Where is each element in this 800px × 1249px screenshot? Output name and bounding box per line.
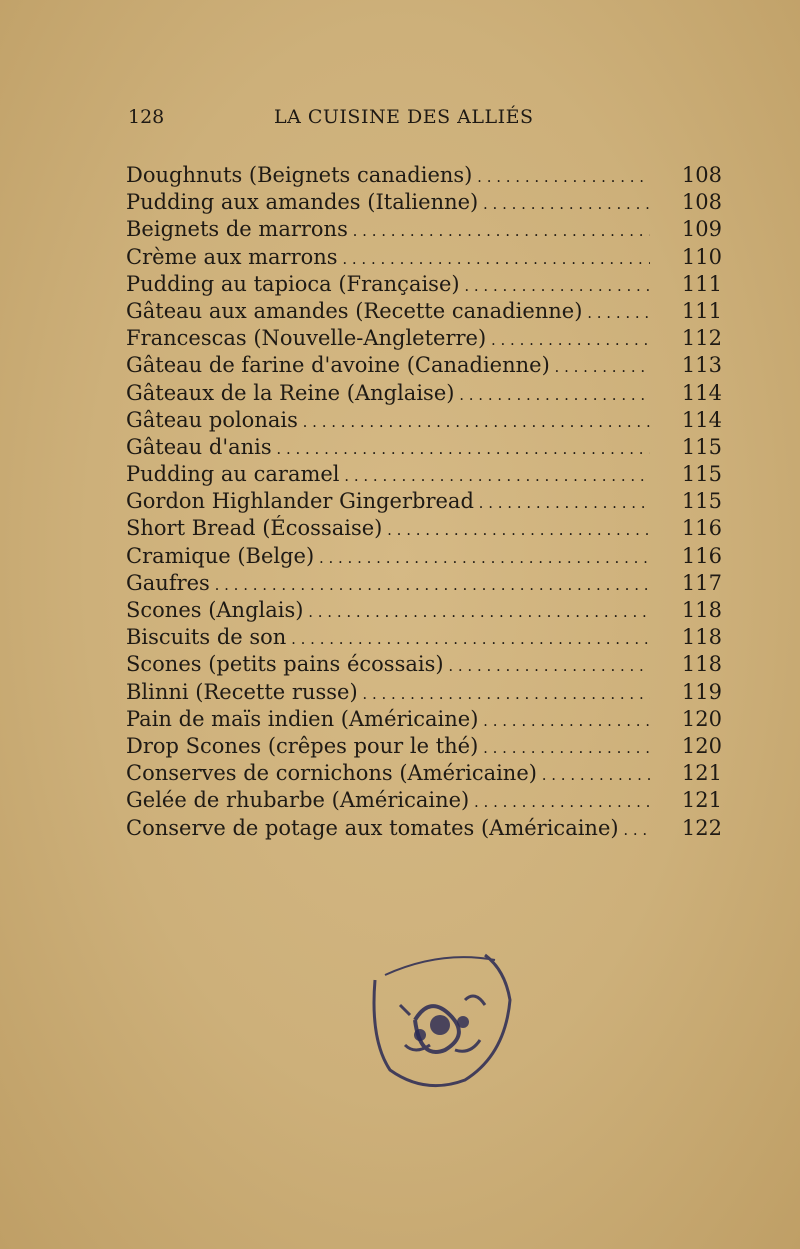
toc-entry-page: 115 [681,434,722,459]
toc-entry-page: 118 [681,598,722,622]
toc-entry-title: Gaufres . . . [126,570,650,597]
toc-entry-title: Pain de maïs indien (Américaine) . . . [126,706,650,733]
toc-entry [126,407,722,434]
toc-entry-page: 116 [681,543,722,568]
toc-entry-title: Short Bread (Écossaise) . . . [126,515,650,542]
toc-entry-page: 114 [681,380,722,405]
toc-entry [126,189,722,216]
toc-entry-title: Biscuits de son . . . [126,624,650,651]
toc-entry [126,271,722,298]
toc-entry-title: Gordon Highlander Gingerbread . . . [126,488,650,515]
toc-entry-page: 120 [681,733,722,758]
toc-entry [126,244,722,271]
toc-entry-title: Gâteaux de la Reine (Anglaise) . . . [126,380,650,407]
toc-entry [126,488,722,515]
toc-entry-page: 111 [681,298,722,323]
toc-entry-title: Crème aux marrons . . . [126,244,650,271]
toc-entry [126,352,722,379]
toc-entry-title: Francescas (Nouvelle-Angleterre) . . . [126,325,650,352]
toc-entry [126,787,722,814]
toc-entry [126,679,722,706]
toc-entry-title: Scones (Anglais) . . . [126,597,650,624]
toc-entry-page: 108 [681,163,722,187]
toc-entry-page: 121 [681,761,722,786]
toc-entry-page: 111 [681,271,722,296]
toc-entry-title: Pudding aux amandes (Italienne) . . . [126,189,650,216]
toc-entry-page: 115 [681,462,722,487]
toc-entry-title: Conserves de cornichons (Américaine) . . . [126,760,650,787]
toc-entry-page: 114 [681,407,722,432]
toc-entry [126,760,722,787]
toc-entry-title: Pudding au caramel . . . [126,461,650,488]
toc-entry-title: Scones (petits pains écossais) . . . [126,651,650,678]
toc-entry [126,434,722,461]
toc-entry [126,325,722,352]
toc-entry [126,706,722,733]
toc-entry-title: Gâteau d'anis . . . [126,434,650,461]
page-header [128,106,588,142]
toc-entry [126,733,722,760]
toc-entry-title: Cramique (Belge) . . . [126,543,650,570]
toc-entry-page: 112 [681,326,722,351]
toc-entry [126,162,722,189]
toc-entry [126,651,722,678]
toc-entry-page: 110 [681,244,722,269]
toc-entry-title: Blinni (Recette russe) . . . [126,679,650,706]
toc-entry-title: Gâteau polonais . . . [126,407,650,434]
toc-entry [126,570,722,597]
toc-entry-title: Gâteau de farine d'avoine (Canadienne) . . . [126,352,650,379]
toc-entry [126,597,722,624]
toc-entry-title: Drop Scones (crêpes pour le thé) . . . [126,733,650,760]
toc-entry-page: 120 [681,706,722,731]
toc-entry-page: 115 [681,489,722,514]
toc-entry-page: 117 [681,570,722,595]
toc-entry-page: 118 [681,625,722,650]
toc-entry [126,461,722,488]
table-of-contents [126,162,722,842]
library-stamp-icon [345,930,535,1100]
toc-entry-page: 113 [681,353,722,378]
toc-entry [126,543,722,570]
toc-entry [126,380,722,407]
toc-entry [126,624,722,651]
toc-entry-title: Gâteau aux amandes (Recette canadienne) . . . [126,298,650,325]
toc-entry-page: 119 [681,679,722,704]
toc-entry-title: Doughnuts (Beignets canadiens) . . . [126,162,650,189]
toc-entry [126,815,722,842]
toc-entry-title: Beignets de marrons . . . [126,216,650,243]
toc-entry-title: Conserve de potage aux tomates (Américaine) . . . [126,815,650,842]
toc-entry-page: 121 [681,788,722,813]
toc-entry-title: Pudding au tapioca (Française) . . . [126,271,650,298]
toc-entry [126,216,722,243]
toc-entry-page: 122 [681,815,722,840]
page-number: 128 [128,106,165,128]
toc-entry-page: 116 [681,516,722,541]
toc-entry-page: 108 [681,190,722,215]
running-title: LA CUISINE DES ALLIÉS [274,106,534,128]
toc-entry [126,298,722,325]
toc-entry-title: Gelée de rhubarbe (Américaine) . . . [126,787,650,814]
toc-entry [126,515,722,542]
toc-entry-page: 109 [681,217,722,242]
toc-entry-page: 118 [681,652,722,677]
